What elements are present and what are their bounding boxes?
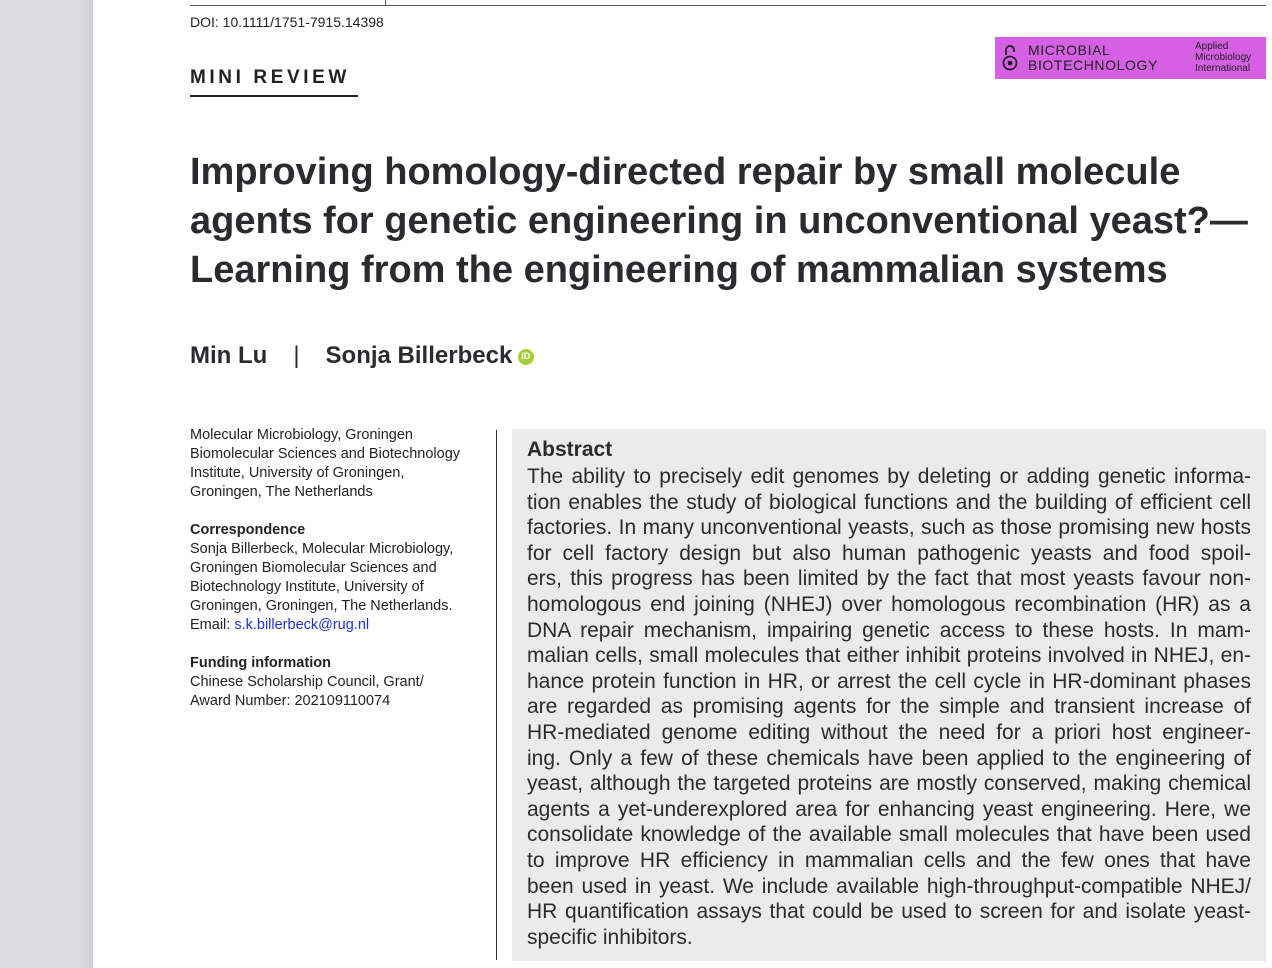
abstract-line: ing. Only a few of these chemicals have been applied to the engineering of bbox=[527, 746, 1251, 770]
correspondence-heading: Correspondence bbox=[190, 522, 306, 538]
abstract-line: for cell factory design but also human pathogenic yeasts and food spoil- bbox=[527, 541, 1251, 565]
abstract-line: ers, this progress has been limited by the fact that most yeasts favour non- bbox=[527, 567, 1251, 591]
affiliation-line: Institute, University of Groningen, bbox=[190, 465, 405, 481]
author-list bbox=[190, 342, 534, 370]
affiliation-line: Biomolecular Sciences and Biotechnology bbox=[190, 446, 461, 462]
journal-name bbox=[1028, 43, 1158, 73]
society-name-line: Applied bbox=[1195, 41, 1229, 52]
funding-heading: Funding information bbox=[190, 655, 331, 671]
abstract-line: hance protein function in HR, or arrest the cell cycle in HR-dominant phases bbox=[527, 669, 1251, 693]
abstract-line: HR-mediated genome editing without the need for a priori host engineer- bbox=[527, 720, 1251, 744]
abstract-line: to improve HR efficiency in mammalian cells and the few ones that have bbox=[527, 848, 1251, 872]
email-label: Email: bbox=[190, 617, 235, 633]
funding-line: Award Number: 202109110074 bbox=[190, 693, 391, 709]
column-divider bbox=[496, 430, 497, 960]
title-line: Improving homology-directed repair by small molecule bbox=[190, 151, 1181, 193]
affiliation-line: Molecular Microbiology, Groningen bbox=[190, 427, 413, 443]
affiliation bbox=[190, 426, 490, 502]
funding-line: Chinese Scholarship Council, Grant/ bbox=[190, 674, 424, 690]
journal-logo[interactable] bbox=[995, 37, 1266, 79]
email-line bbox=[190, 616, 490, 635]
abstract-line: agents a yet-underexplored area for enhancing yeast engineering. Here, we bbox=[527, 797, 1251, 821]
orcid-icon[interactable] bbox=[518, 349, 534, 365]
funding-information bbox=[190, 654, 490, 711]
open-access-icon bbox=[1001, 42, 1019, 74]
doi-text: DOI: 10.1111/1751-7915.14398 bbox=[190, 14, 384, 30]
article-type-label: MINI REVIEW bbox=[190, 67, 350, 88]
correspondence-line: Sonja Billerbeck, Molecular Microbiology, bbox=[190, 541, 454, 557]
correspondence-line: Groningen Biomolecular Sciences and bbox=[190, 560, 437, 576]
society-name-line: International bbox=[1195, 63, 1251, 74]
header-rule-tick bbox=[385, 0, 386, 6]
abstract-line: factories. In many unconventional yeasts, such as those promising new hosts bbox=[527, 516, 1251, 540]
journal-name-line: BIOTECHNOLOGY bbox=[1028, 57, 1158, 73]
title-line: Learning from the engineering of mammalian systems bbox=[190, 249, 1168, 291]
abstract-line: specific inhibitors. bbox=[527, 925, 693, 949]
abstract-line: malian cells, small molecules that either inhibit proteins involved in NHEJ, en- bbox=[527, 644, 1251, 668]
correspondence bbox=[190, 521, 490, 635]
article-info-column bbox=[190, 426, 490, 730]
abstract-line: homologous end joining (NHEJ) over homologous recombination (HR) as a bbox=[527, 592, 1251, 616]
abstract-line: DNA repair mechanism, impairing genetic access to these hosts. In mam- bbox=[527, 618, 1251, 642]
abstract-line: HR quantification assays that could be used to screen for and isolate yeast- bbox=[527, 900, 1251, 924]
abstract-line: are regarded as promising agents for the simple and transient increase of bbox=[527, 695, 1251, 719]
abstract-line: The ability to precisely edit genomes by deleting or adding genetic informa- bbox=[527, 465, 1251, 488]
article-title bbox=[190, 148, 1266, 295]
correspondence-line: Groningen, Groningen, The Netherlands. bbox=[190, 598, 453, 614]
article-type-underline bbox=[190, 95, 358, 97]
abstract-text bbox=[527, 464, 1251, 950]
journal-name-line: MICROBIAL bbox=[1028, 42, 1111, 58]
email-link[interactable]: s.k.billerbeck@rug.nl bbox=[234, 617, 370, 633]
abstract-box bbox=[512, 429, 1266, 961]
affiliation-line: Groningen, The Netherlands bbox=[190, 484, 373, 500]
abstract-heading: Abstract bbox=[527, 438, 613, 461]
author-name[interactable]: Min Lu bbox=[190, 342, 268, 369]
society-name-line: Microbiology bbox=[1195, 52, 1252, 63]
correspondence-line: Biotechnology Institute, University of bbox=[190, 579, 424, 595]
header-rule bbox=[190, 5, 1266, 6]
author-name[interactable]: Sonja Billerbeck bbox=[325, 342, 513, 369]
title-line: agents for genetic engineering in unconventional yeast?— bbox=[190, 200, 1248, 242]
abstract-line: tion enables the study of biological functions and the building of efficient cell bbox=[527, 490, 1251, 514]
abstract-line: consolidate knowledge of the available small molecules that have been used bbox=[527, 823, 1251, 847]
author-separator: | bbox=[293, 342, 300, 369]
abstract-line: yeast, although the targeted proteins are mostly conserved, making chemical bbox=[527, 772, 1251, 796]
society-name bbox=[1195, 41, 1251, 74]
abstract-line: been used in yeast. We include available high-throughput-compatible NHEJ/ bbox=[527, 874, 1251, 898]
viewer-margin bbox=[80, 0, 93, 968]
